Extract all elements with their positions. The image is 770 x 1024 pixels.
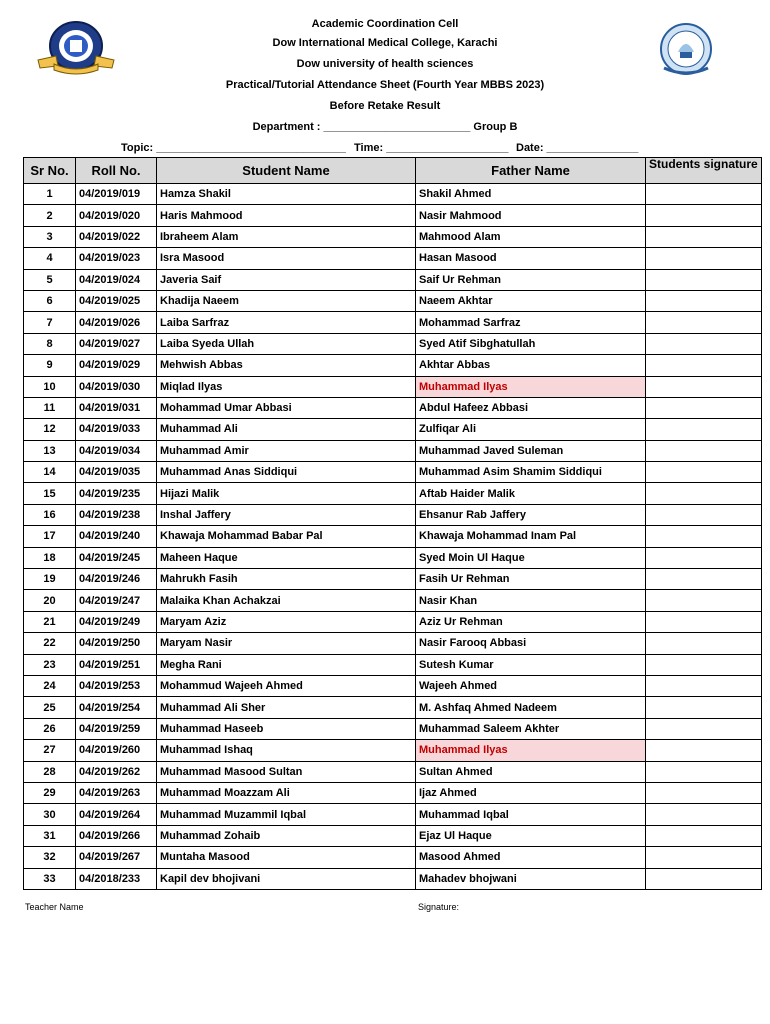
roll-no-cell: 04/2019/030 bbox=[76, 376, 157, 397]
roll-no-cell: 04/2019/035 bbox=[76, 462, 157, 483]
roll-no-cell: 04/2019/247 bbox=[76, 590, 157, 611]
father-name-cell: Muhammad Iqbal bbox=[416, 804, 646, 825]
student-name-cell: Maryam Aziz bbox=[157, 611, 416, 632]
father-name-cell: M. Ashfaq Ahmed Nadeem bbox=[416, 697, 646, 718]
roll-no-cell: 04/2019/249 bbox=[76, 611, 157, 632]
roll-no-header: Roll No. bbox=[76, 158, 157, 184]
table-row bbox=[24, 675, 762, 696]
roll-no-cell: 04/2019/266 bbox=[76, 825, 157, 846]
signature-cell[interactable] bbox=[646, 269, 762, 290]
student-name-cell: Malaika Khan Achakzai bbox=[157, 590, 416, 611]
signature-cell[interactable] bbox=[646, 462, 762, 483]
sr-no-cell: 16 bbox=[24, 504, 76, 525]
signature-cell[interactable] bbox=[646, 355, 762, 376]
signature-cell[interactable] bbox=[646, 333, 762, 354]
student-name-cell: Muhammad Zohaib bbox=[157, 825, 416, 846]
student-name-cell: Maryam Nasir bbox=[157, 633, 416, 654]
college-name: Dow International Medical College, Karachi bbox=[272, 37, 498, 49]
sr-no-cell: 11 bbox=[24, 397, 76, 418]
roll-no-cell: 04/2019/020 bbox=[76, 205, 157, 226]
student-name-header: Student Name bbox=[157, 158, 416, 184]
student-name-cell: Kapil dev bhojivani bbox=[157, 868, 416, 889]
student-name-cell: Muhammad Ali bbox=[157, 419, 416, 440]
student-name-cell: Khawaja Mohammad Babar Pal bbox=[157, 526, 416, 547]
father-name-cell: Nasir Mahmood bbox=[416, 205, 646, 226]
father-name-cell: Ijaz Ahmed bbox=[416, 782, 646, 803]
table-row bbox=[24, 740, 762, 761]
table-header-row bbox=[24, 158, 762, 184]
student-name-cell: Hijazi Malik bbox=[157, 483, 416, 504]
table-row bbox=[24, 590, 762, 611]
student-name-cell: Muhammad Muzammil Iqbal bbox=[157, 804, 416, 825]
roll-no-cell: 04/2018/233 bbox=[76, 868, 157, 889]
sr-no-cell: 22 bbox=[24, 633, 76, 654]
sr-no-cell: 21 bbox=[24, 611, 76, 632]
father-name-cell: Nasir Khan bbox=[416, 590, 646, 611]
sr-no-cell: 7 bbox=[24, 312, 76, 333]
table-row bbox=[24, 355, 762, 376]
student-name-cell: Megha Rani bbox=[157, 654, 416, 675]
signature-cell[interactable] bbox=[646, 526, 762, 547]
student-name-cell: Muhammad Amir bbox=[157, 440, 416, 461]
father-name-cell: Syed Atif Sibghatullah bbox=[416, 333, 646, 354]
signature-cell[interactable] bbox=[646, 868, 762, 889]
student-name-cell: Muhammad Anas Siddiqui bbox=[157, 462, 416, 483]
signature-cell[interactable] bbox=[646, 547, 762, 568]
signature-cell[interactable] bbox=[646, 590, 762, 611]
sr-no-cell: 30 bbox=[24, 804, 76, 825]
signature-cell[interactable] bbox=[646, 184, 762, 205]
roll-no-cell: 04/2019/250 bbox=[76, 633, 157, 654]
table-row bbox=[24, 504, 762, 525]
student-name-cell: Muhammad Masood Sultan bbox=[157, 761, 416, 782]
roll-no-cell: 04/2019/019 bbox=[76, 184, 157, 205]
table-row bbox=[24, 290, 762, 311]
father-name-cell: Nasir Farooq Abbasi bbox=[416, 633, 646, 654]
sr-no-cell: 14 bbox=[24, 462, 76, 483]
father-name-cell: Sultan Ahmed bbox=[416, 761, 646, 782]
roll-no-cell: 04/2019/033 bbox=[76, 419, 157, 440]
table-row bbox=[24, 419, 762, 440]
student-name-cell: Mahrukh Fasih bbox=[157, 569, 416, 590]
table-row bbox=[24, 804, 762, 825]
student-name-cell: Muhammad Ishaq bbox=[157, 740, 416, 761]
father-name-cell: Zulfiqar Ali bbox=[416, 419, 646, 440]
signature-cell[interactable] bbox=[646, 654, 762, 675]
sr-no-cell: 33 bbox=[24, 868, 76, 889]
table-row bbox=[24, 226, 762, 247]
student-name-cell: Mehwish Abbas bbox=[157, 355, 416, 376]
father-name-cell: Mohammad Sarfraz bbox=[416, 312, 646, 333]
table-row bbox=[24, 526, 762, 547]
student-name-cell: Ibraheem Alam bbox=[157, 226, 416, 247]
signature-cell[interactable] bbox=[646, 440, 762, 461]
table-row bbox=[24, 376, 762, 397]
father-name-cell: Ejaz Ul Haque bbox=[416, 825, 646, 846]
roll-no-cell: 04/2019/251 bbox=[76, 654, 157, 675]
signature-label: Signature: bbox=[418, 902, 460, 912]
signature-cell[interactable] bbox=[646, 633, 762, 654]
father-name-cell: Syed Moin Ul Haque bbox=[416, 547, 646, 568]
attendance-table bbox=[23, 157, 762, 890]
roll-no-cell: 04/2019/259 bbox=[76, 718, 157, 739]
table-row bbox=[24, 184, 762, 205]
father-name-cell: Sutesh Kumar bbox=[416, 654, 646, 675]
student-name-cell: Muntaha Masood bbox=[157, 847, 416, 868]
signature-cell[interactable] bbox=[646, 675, 762, 696]
topic-field: Topic: _______________________________ bbox=[121, 142, 346, 154]
father-name-cell: Muhammad Asim Shamim Siddiqui bbox=[416, 462, 646, 483]
student-name-cell: Khadija Naeem bbox=[157, 290, 416, 311]
university-name: Dow university of health sciences bbox=[296, 58, 474, 70]
time-field: Time: ____________________ bbox=[354, 142, 509, 154]
signature-cell[interactable] bbox=[646, 761, 762, 782]
signature-cell[interactable] bbox=[646, 248, 762, 269]
sr-no-cell: 31 bbox=[24, 825, 76, 846]
table-row bbox=[24, 761, 762, 782]
father-name-cell: Muhammad Ilyas bbox=[416, 376, 646, 397]
sr-no-cell: 9 bbox=[24, 355, 76, 376]
signature-cell[interactable] bbox=[646, 740, 762, 761]
father-name-cell: Aziz Ur Rehman bbox=[416, 611, 646, 632]
roll-no-cell: 04/2019/260 bbox=[76, 740, 157, 761]
table-row bbox=[24, 547, 762, 568]
sr-no-cell: 12 bbox=[24, 419, 76, 440]
roll-no-cell: 04/2019/253 bbox=[76, 675, 157, 696]
teacher-name-label: Teacher Name bbox=[25, 902, 84, 912]
sr-no-cell: 18 bbox=[24, 547, 76, 568]
father-name-cell: Ehsanur Rab Jaffery bbox=[416, 504, 646, 525]
signature-cell[interactable] bbox=[646, 718, 762, 739]
student-name-cell: Laiba Sarfraz bbox=[157, 312, 416, 333]
table-row bbox=[24, 205, 762, 226]
father-name-cell: Muhammad Saleem Akhter bbox=[416, 718, 646, 739]
table-row bbox=[24, 718, 762, 739]
signature-cell[interactable] bbox=[646, 804, 762, 825]
signature-cell[interactable] bbox=[646, 825, 762, 846]
father-name-cell: Akhtar Abbas bbox=[416, 355, 646, 376]
sr-no-cell: 32 bbox=[24, 847, 76, 868]
table-row bbox=[24, 440, 762, 461]
father-name-cell: Abdul Hafeez Abbasi bbox=[416, 397, 646, 418]
sr-no-cell: 8 bbox=[24, 333, 76, 354]
father-name-cell: Fasih Ur Rehman bbox=[416, 569, 646, 590]
student-name-cell: Mohammud Wajeeh Ahmed bbox=[157, 675, 416, 696]
signature-cell[interactable] bbox=[646, 312, 762, 333]
roll-no-cell: 04/2019/238 bbox=[76, 504, 157, 525]
sr-no-cell: 19 bbox=[24, 569, 76, 590]
signature-cell[interactable] bbox=[646, 397, 762, 418]
table-row bbox=[24, 868, 762, 889]
student-name-cell: Laiba Syeda Ullah bbox=[157, 333, 416, 354]
student-name-cell: Inshal Jaffery bbox=[157, 504, 416, 525]
father-name-cell: Naeem Akhtar bbox=[416, 290, 646, 311]
signature-cell[interactable] bbox=[646, 504, 762, 525]
student-name-cell: Mohammad Umar Abbasi bbox=[157, 397, 416, 418]
table-row bbox=[24, 569, 762, 590]
date-field: Date: _______________ bbox=[516, 142, 639, 154]
sr-no-cell: 4 bbox=[24, 248, 76, 269]
sr-no-cell: 27 bbox=[24, 740, 76, 761]
student-name-cell: Maheen Haque bbox=[157, 547, 416, 568]
roll-no-cell: 04/2019/267 bbox=[76, 847, 157, 868]
student-name-cell: Muhammad Haseeb bbox=[157, 718, 416, 739]
father-name-cell: Wajeeh Ahmed bbox=[416, 675, 646, 696]
roll-no-cell: 04/2019/254 bbox=[76, 697, 157, 718]
roll-no-cell: 04/2019/246 bbox=[76, 569, 157, 590]
father-name-cell: Shakil Ahmed bbox=[416, 184, 646, 205]
roll-no-cell: 04/2019/240 bbox=[76, 526, 157, 547]
student-name-cell: Muhammad Moazzam Ali bbox=[157, 782, 416, 803]
table-row bbox=[24, 333, 762, 354]
student-name-cell: Miqlad Ilyas bbox=[157, 376, 416, 397]
father-name-cell: Khawaja Mohammad Inam Pal bbox=[416, 526, 646, 547]
father-name-cell: Muhammad Ilyas bbox=[416, 740, 646, 761]
department-line: Department : ________________________ Group B bbox=[252, 121, 518, 133]
father-name-cell: Mahadev bhojwani bbox=[416, 868, 646, 889]
father-name-cell: Masood Ahmed bbox=[416, 847, 646, 868]
signature-cell[interactable] bbox=[646, 847, 762, 868]
sr-no-cell: 2 bbox=[24, 205, 76, 226]
sr-no-cell: 3 bbox=[24, 226, 76, 247]
table-row bbox=[24, 462, 762, 483]
sr-no-cell: 24 bbox=[24, 675, 76, 696]
sr-no-cell: 20 bbox=[24, 590, 76, 611]
roll-no-cell: 04/2019/263 bbox=[76, 782, 157, 803]
sr-no-cell: 6 bbox=[24, 290, 76, 311]
sr-no-cell: 5 bbox=[24, 269, 76, 290]
table-row bbox=[24, 312, 762, 333]
roll-no-cell: 04/2019/024 bbox=[76, 269, 157, 290]
roll-no-cell: 04/2019/022 bbox=[76, 226, 157, 247]
student-name-cell: Isra Masood bbox=[157, 248, 416, 269]
roll-no-cell: 04/2019/034 bbox=[76, 440, 157, 461]
table-row bbox=[24, 697, 762, 718]
sr-no-header: Sr No. bbox=[24, 158, 76, 184]
roll-no-cell: 04/2019/262 bbox=[76, 761, 157, 782]
signature-cell[interactable] bbox=[646, 205, 762, 226]
roll-no-cell: 04/2019/031 bbox=[76, 397, 157, 418]
signature-cell[interactable] bbox=[646, 569, 762, 590]
sheet-title: Practical/Tutorial Attendance Sheet (Fourth Year MBBS 2023) bbox=[225, 79, 545, 91]
table-row bbox=[24, 269, 762, 290]
roll-no-cell: 04/2019/027 bbox=[76, 333, 157, 354]
cell-title: Academic Coordination Cell bbox=[311, 18, 459, 30]
father-name-cell: Aftab Haider Malik bbox=[416, 483, 646, 504]
roll-no-cell: 04/2019/235 bbox=[76, 483, 157, 504]
roll-no-cell: 04/2019/245 bbox=[76, 547, 157, 568]
roll-no-cell: 04/2019/026 bbox=[76, 312, 157, 333]
signature-cell[interactable] bbox=[646, 419, 762, 440]
sr-no-cell: 17 bbox=[24, 526, 76, 547]
signature-cell[interactable] bbox=[646, 376, 762, 397]
table-row bbox=[24, 248, 762, 269]
father-name-cell: Hasan Masood bbox=[416, 248, 646, 269]
roll-no-cell: 04/2019/029 bbox=[76, 355, 157, 376]
sr-no-cell: 28 bbox=[24, 761, 76, 782]
signature-cell[interactable] bbox=[646, 697, 762, 718]
father-name-cell: Mahmood Alam bbox=[416, 226, 646, 247]
sr-no-cell: 13 bbox=[24, 440, 76, 461]
father-name-header: Father Name bbox=[416, 158, 646, 184]
sr-no-cell: 26 bbox=[24, 718, 76, 739]
signature-cell[interactable] bbox=[646, 290, 762, 311]
roll-no-cell: 04/2019/025 bbox=[76, 290, 157, 311]
sr-no-cell: 29 bbox=[24, 782, 76, 803]
roll-no-cell: 04/2019/264 bbox=[76, 804, 157, 825]
signature-cell[interactable] bbox=[646, 226, 762, 247]
table-row bbox=[24, 825, 762, 846]
table-row bbox=[24, 611, 762, 632]
sr-no-cell: 25 bbox=[24, 697, 76, 718]
student-name-cell: Hamza Shakil bbox=[157, 184, 416, 205]
signature-cell[interactable] bbox=[646, 483, 762, 504]
table-row bbox=[24, 483, 762, 504]
student-name-cell: Haris Mahmood bbox=[157, 205, 416, 226]
student-name-cell: Javeria Saif bbox=[157, 269, 416, 290]
result-status: Before Retake Result bbox=[329, 100, 441, 112]
student-name-cell: Muhammad Ali Sher bbox=[157, 697, 416, 718]
table-row bbox=[24, 633, 762, 654]
signature-cell[interactable] bbox=[646, 782, 762, 803]
sr-no-cell: 10 bbox=[24, 376, 76, 397]
signature-header: Students signature bbox=[646, 158, 762, 184]
signature-cell[interactable] bbox=[646, 611, 762, 632]
roll-no-cell: 04/2019/023 bbox=[76, 248, 157, 269]
sr-no-cell: 23 bbox=[24, 654, 76, 675]
sr-no-cell: 1 bbox=[24, 184, 76, 205]
sr-no-cell: 15 bbox=[24, 483, 76, 504]
table-row bbox=[24, 847, 762, 868]
father-name-cell: Saif Ur Rehman bbox=[416, 269, 646, 290]
table-row bbox=[24, 397, 762, 418]
table-row bbox=[24, 654, 762, 675]
father-name-cell: Muhammad Javed Suleman bbox=[416, 440, 646, 461]
table-row bbox=[24, 782, 762, 803]
